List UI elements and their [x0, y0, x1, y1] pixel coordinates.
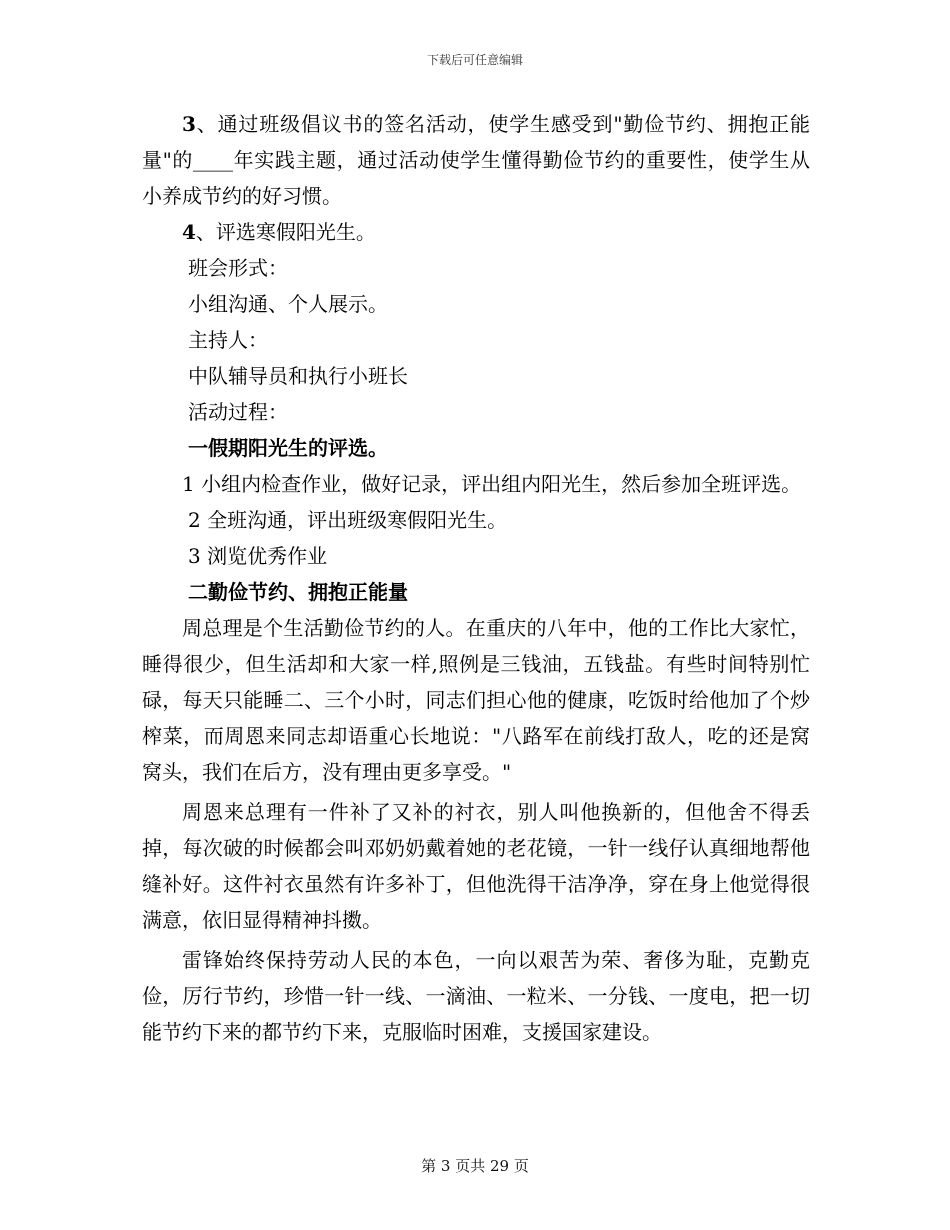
document-body [142, 106, 810, 1050]
item-3-text: 、通过班级倡议书的签名活动，使学生感受到"勤俭节约、拥抱正能量"的____年实践主题，通过活动使学生懂得勤俭节约的重要性，使学生从小养成节约的好习惯。 [142, 112, 810, 208]
item-4-paragraph [142, 214, 810, 250]
host-label: 主持人： [188, 328, 268, 352]
page-footer: 第 3 页共 29 页 [421, 1157, 529, 1175]
item-4-number: 4 [182, 220, 196, 244]
host-value: 中队辅导员和执行小班长 [188, 364, 408, 388]
meeting-form-value: 小组沟通、个人展示。 [188, 292, 388, 316]
meeting-form-label: 班会形式： [188, 256, 288, 280]
section-1-title: 一假期阳光生的评选。 [188, 436, 388, 460]
step-2: 2 全班沟通，评出班级寒假阳光生。 [188, 508, 508, 532]
item-3-number: 3 [182, 112, 196, 136]
item-4-text: 、评选寒假阳光生。 [195, 220, 376, 244]
item-3-paragraph [142, 106, 810, 214]
step-3: 3 浏览优秀作业 [188, 544, 328, 568]
paragraph-zhou-frugal: 周总理是个生活勤俭节约的人。在重庆的八年中，他的工作比大家忙，睡得很少，但生活却和大家一样,照例是三钱油，五钱盐。有些时间特别忙碌，每天只能睡二、三个小时，同志们担心他的健康，吃饭时给他加了个炒榨菜，而周恩来同志却语重心长地说："八路军在前线打敌人，吃的还是窝窝头，我们在后方，没有理由更多享受。" [142, 616, 810, 784]
page-header: 下载后可任意编辑 [426, 53, 523, 67]
step-1: 1 小组内检查作业，做好记录，评出组内阳光生，然后参加全班评选。 [182, 472, 802, 496]
paragraph-lei-feng: 雷锋始终保持劳动人民的本色，一向以艰苦为荣、奢侈为耻，克勤克俭，厉行节约，珍惜一针一线、一滴油、一粒米、一分钱、一度电，把一切能节约下来的都节约下来，克服临时困难，支援国家建设。 [142, 948, 810, 1044]
section-2-title: 二勤俭节约、拥抱正能量 [188, 580, 408, 604]
process-label: 活动过程： [188, 400, 288, 424]
paragraph-zhou-shirt: 周恩来总理有一件补了又补的衬衣，别人叫他换新的，但他舍不得丢掉，每次破的时候都会叫邓奶奶戴着她的老花镜，一针一线仔认真细地帮他缝补好。这件衬衣虽然有许多补丁，但他洗得干洁净净，穿在身上他觉得很满意，依旧显得精神抖擞。 [142, 800, 810, 932]
